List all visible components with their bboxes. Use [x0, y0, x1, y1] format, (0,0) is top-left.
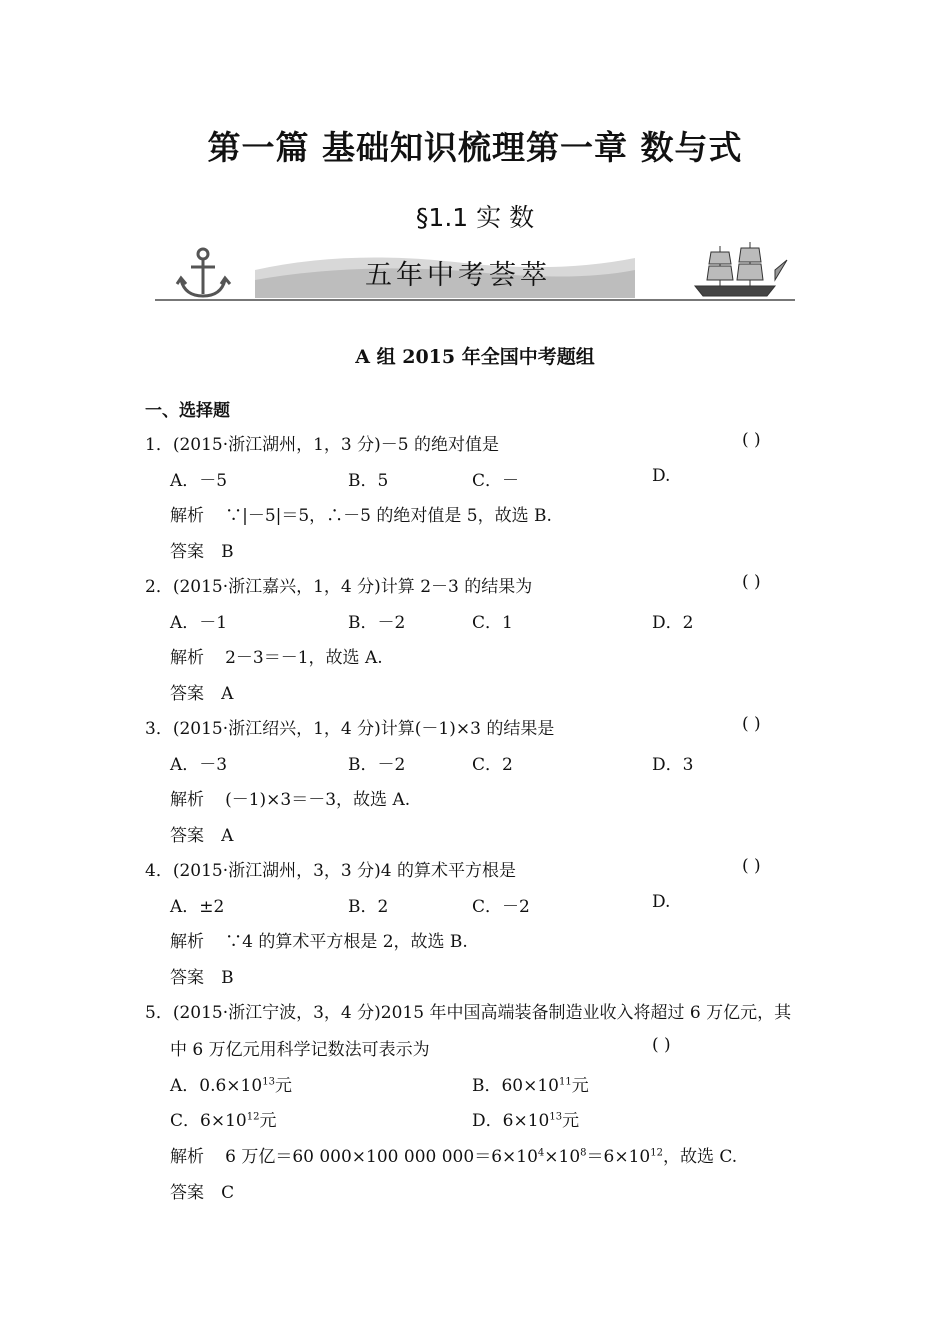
banner-text: 五年中考荟萃: [365, 260, 551, 291]
option-a: A．－1: [170, 613, 228, 633]
answer-value: A: [221, 826, 234, 846]
option-d: D.: [652, 892, 671, 912]
option-a: A．－3: [170, 755, 228, 775]
section-heading: 一、选择题: [145, 401, 230, 421]
analysis-label: 解析: [170, 1147, 204, 1167]
question-3-source: 3．(2015·浙江绍兴，1，4 分): [145, 719, 381, 739]
answer-value: A: [221, 684, 234, 704]
answer-row-4: [170, 963, 234, 988]
analysis-label: 解析: [170, 648, 204, 668]
option-d: D.: [652, 466, 671, 486]
analysis-exponent: 12: [650, 1147, 663, 1159]
analysis-exponent: 4: [537, 1147, 545, 1159]
analysis-part: ＝6×10: [586, 1147, 651, 1167]
analysis-text: (－1)×3＝－3，故选 A.: [225, 790, 411, 810]
option-a-exponent: 13: [262, 1076, 275, 1088]
answer-row-2: [170, 679, 233, 704]
analysis-text: 2－3＝－1，故选 A.: [225, 648, 383, 668]
option-c-base: C．6×10: [170, 1111, 247, 1131]
analysis-part: ×10: [544, 1147, 581, 1167]
analysis-exponent: 8: [580, 1147, 587, 1159]
question-1-stem: －5 的绝对值是: [380, 435, 500, 455]
question-1-source: 1．(2015·浙江湖州，1，3 分): [145, 435, 381, 455]
option-b: [472, 1071, 589, 1096]
answer-row-3: [170, 821, 233, 846]
answer-value: B: [221, 968, 234, 988]
option-a: [170, 1071, 292, 1096]
answer-blank-2: ( ): [742, 572, 761, 592]
question-3: [145, 714, 554, 739]
option-a: A．±2: [170, 897, 225, 917]
question-2-source: 2．(2015·浙江嘉兴，1，4 分): [145, 577, 381, 597]
question-4: [145, 856, 516, 881]
option-d: [472, 1106, 579, 1131]
answer-label: 答案: [170, 542, 204, 562]
chapter-title: 第一篇 基础知识梳理第一章 数与式: [207, 128, 743, 167]
option-b: B．－2: [348, 613, 406, 633]
option-c: C．－: [472, 471, 520, 491]
sailing-ship-icon: [695, 242, 787, 296]
option-b: B．－2: [348, 755, 406, 775]
option-a: A．－5: [170, 471, 228, 491]
analysis-text: [225, 1147, 737, 1167]
analysis-text: ∵4 的算术平方根是 2，故选 B.: [225, 932, 468, 952]
answer-label: 答案: [170, 968, 204, 988]
question-4-source: 4．(2015·浙江湖州，3，3 分): [145, 861, 381, 881]
option-b: B．2: [348, 897, 389, 917]
option-c-exponent: 12: [246, 1111, 260, 1123]
option-d-unit: 元: [562, 1111, 580, 1131]
analysis-row-4: [170, 927, 468, 952]
section-title: §1.1 实 数: [415, 203, 535, 232]
question-5: [145, 998, 791, 1023]
answer-value: C: [221, 1183, 235, 1203]
option-d: D．3: [652, 755, 694, 775]
analysis-text: ∵|－5|＝5，∴－5 的绝对值是 5，故选 B.: [225, 506, 552, 526]
option-d: D．2: [652, 613, 694, 633]
option-d-base: D．6×10: [472, 1111, 550, 1131]
option-c-unit: 元: [259, 1111, 277, 1131]
option-c: C．－2: [472, 897, 530, 917]
group-title: A 组 2015 年全国中考题组: [355, 346, 595, 368]
answer-label: 答案: [170, 1183, 204, 1203]
question-4-stem: 4 的算术平方根是: [380, 861, 517, 881]
question-2-stem: 计算 2－3 的结果为: [380, 577, 533, 597]
question-1: [145, 430, 499, 455]
option-c: [170, 1106, 276, 1131]
analysis-label: 解析: [170, 790, 204, 810]
answer-blank-3: ( ): [742, 714, 761, 734]
analysis-label: 解析: [170, 932, 204, 952]
option-b-unit: 元: [571, 1076, 589, 1096]
analysis-row-2: [170, 643, 383, 668]
option-a-base: A．0.6×10: [170, 1076, 263, 1096]
question-3-stem: 计算(－1)×3 的结果是: [380, 719, 555, 739]
question-5-source: 5．(2015·浙江宁波，3，4 分): [145, 1003, 381, 1023]
analysis-row-1: [170, 501, 552, 526]
analysis-part: 6 万亿＝60 000×100 000 000＝6×10: [225, 1147, 538, 1167]
question-5-stem-line2: 中 6 万亿元用科学记数法可表示为: [170, 1040, 430, 1060]
answer-label: 答案: [170, 684, 204, 704]
analysis-row-3: [170, 785, 410, 810]
question-5-stem: 2015 年中国高端装备制造业收入将超过 6 万亿元，其: [380, 1003, 792, 1023]
answer-row-1: [170, 537, 234, 562]
question-2: [145, 572, 532, 597]
answer-blank-4: ( ): [742, 856, 761, 876]
answer-blank-5: ( ): [652, 1035, 671, 1055]
analysis-label: 解析: [170, 506, 204, 526]
answer-blank-1: ( ): [742, 430, 761, 450]
answer-row-5: [170, 1178, 234, 1203]
option-b-exponent: 11: [559, 1076, 572, 1088]
anchor-icon: [177, 249, 230, 296]
option-c: C．1: [472, 613, 513, 633]
answer-label: 答案: [170, 826, 204, 846]
option-d-exponent: 13: [549, 1111, 563, 1123]
option-c: C．2: [472, 755, 513, 775]
option-b-base: B．60×10: [472, 1076, 560, 1096]
option-a-unit: 元: [274, 1076, 292, 1096]
analysis-part: ，故选 C.: [662, 1147, 738, 1167]
analysis-row-5: [170, 1142, 737, 1167]
answer-value: B: [221, 542, 234, 562]
option-b: B．5: [348, 471, 389, 491]
